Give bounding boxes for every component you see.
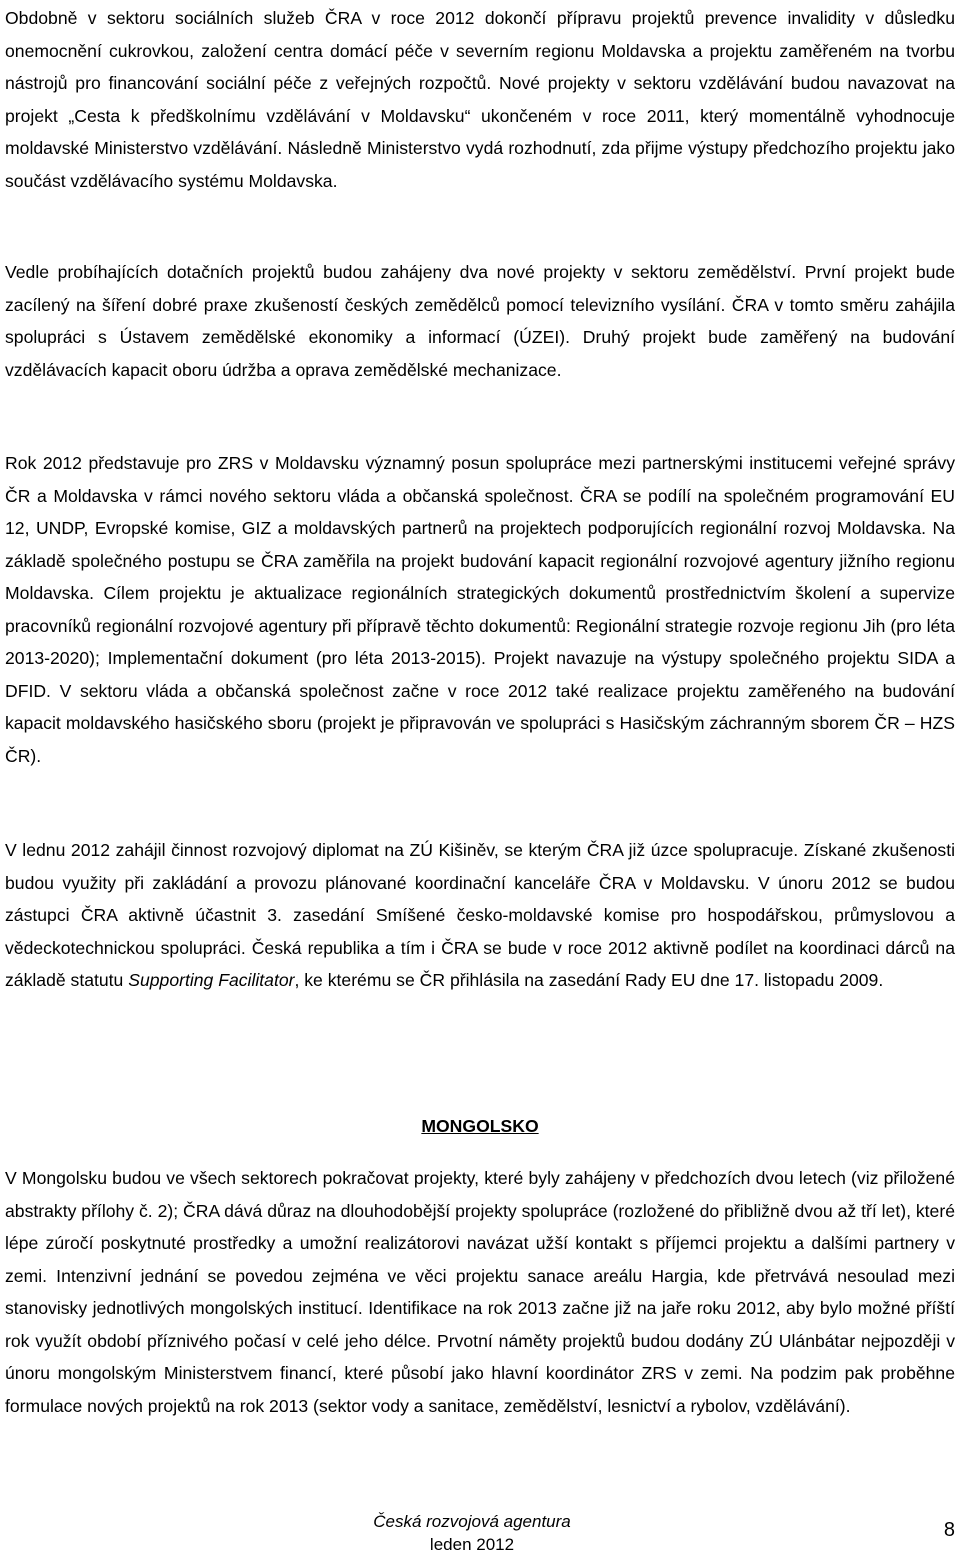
paragraph-social-education: Obdobně v sektoru sociálních služeb ČRA v roce 2012 dokončí přípravu projektů prevence invalidity v důsledku onemocnění cukrovkou, založení centra domácí péče v severním regionu Moldavska a projektu zaměřeném na tvorbu nástrojů pro financování sociální péče z veřejných rozpočtů. Nové projekty v sektoru vzdělávání budou navazovat na projekt „Cesta k předškolnímu vzdělávání v Moldavsku“ ukončeném v roce 2011, který momentálně vyhodnocuje moldavské Ministerstvo vzdělávání. Následně Ministerstvo vydá rozhodnutí, zda přijme výstupy předchozího projektu jako součást vzdělávacího systému Moldavska. — [5, 8, 955, 191]
section-heading-mongolsko — [5, 1110, 955, 1142]
footer-date: leden 2012 — [429, 1535, 515, 1554]
paragraph-agriculture: Vedle probíhajících dotačních projektů budou zahájeny dva nové projekty v sektoru zemědělství. První projekt bude zacílený na šíření dobré praxe zkušeností českých zemědělců pomocí televizního vysílání. ČRA v tomto směru zahájila spolupráci s Ústavem zemědělské ekonomiky a informací (ÚZEI). Druhý projekt bude zaměřený na budování vzdělávacích kapacit oboru údržba a oprava zemědělské mechanizace. — [5, 262, 955, 380]
paragraph-diplomat-italic: Supporting Facilitator — [128, 970, 295, 990]
paragraph-diplomat-text: V lednu 2012 zahájil činnost rozvojový diplomat na ZÚ Kišiněv, se kterým ČRA již úzce spolupracuje. Získané zkušenosti budou využity při zakládání a provozu plánované koordinační kanceláře ČRA v Moldavsku. V únoru 2012 se budou zástupci ČRA aktivně účastnit 3. zasedání Smíšené česko-moldavské komise pro hospodářskou, průmyslovou a vědeckotechnickou spolupráci. Česká republika a tím i ČRA se bude v roce 2012 aktivně podílet na koordinaci dárců na základě statutu — [5, 840, 955, 990]
footer-agency-name: Česká rozvojová agentura — [373, 1512, 571, 1531]
page-footer — [0, 1510, 960, 1557]
paragraph-diplomat — [5, 834, 955, 997]
paragraph-diplomat-tail: , ke kterému se ČR přihlásila na zasedání Rady EU dne 17. listopadu 2009. — [294, 970, 884, 990]
paragraph-governance: Rok 2012 představuje pro ZRS v Moldavsku významný posun spolupráce mezi partnerskými institucemi veřejné správy ČR a Moldavska v rámci nového sektoru vláda a občanská společnost. ČRA se podílí na společném programování EU 12, UNDP, Evropské komise, GIZ a moldavských partnerů na projektech podporujících regionální rozvoj Moldavska. Na základě společného postupu se ČRA zaměřila na projekt budování kapacit regionální rozvojové agentury jižního regionu Moldavska. Cílem projektu je aktualizace regionálních strategických dokumentů prostřednictvím školení a supervize pracovníků regionální rozvojové agentury při přípravě těchto dokumentů: Regionální strategie rozvoje regionu Jih (pro léta 2013-2020); Implementační dokument (pro léta 2013-2015). Projekt navazuje na výstupy společného projektu SIDA a DFID. V sektoru vláda a občanská společnost začne v roce 2012 také realizace projektu zaměřeného na budování kapacit moldavského hasičského sboru (projekt je připravován ve spolupráci s Hasičským záchranným sborem ČR – HZS ČR). — [5, 453, 955, 766]
paragraph-mongolia: V Mongolsku budou ve všech sektorech pokračovat projekty, které byly zahájeny v předchozích dvou letech (viz přiložené abstrakty přílohy č. 2); ČRA dává důraz na dlouhodobější projekty spolupráce (rozložené do přibližně dvou až tří let), které lépe zúročí poskytnuté prostředky a umožní realizátorovi navázat užší kontakt s příjemci projektu a dalšími partnery v zemi. Intenzivní jednání se povedou zejména ve věci projektu sanace areálu Hargia, kde přetrvává nesoulad mezi stanovisky jednotlivých mongolských institucí. Identifikace na rok 2013 začne již na jaře roku 2012, aby bylo možné příští rok využít období příznivého počasí v celé jeho délce. Prvotní náměty projektů budou dodány ZÚ Ulánbátar nejpozději v únoru mongolským Ministerstvem financí, které působí jako hlavní koordinátor ZRS v zemi. Na podzim pak proběhne formulace nových projektů na rok 2013 (sektor vody a sanitace, zemědělství, lesnictví a rybolov, vzdělávání). — [5, 1168, 955, 1416]
page-number: 8 — [943, 1519, 955, 1541]
section-heading-text: MONGOLSKO — [421, 1116, 539, 1136]
